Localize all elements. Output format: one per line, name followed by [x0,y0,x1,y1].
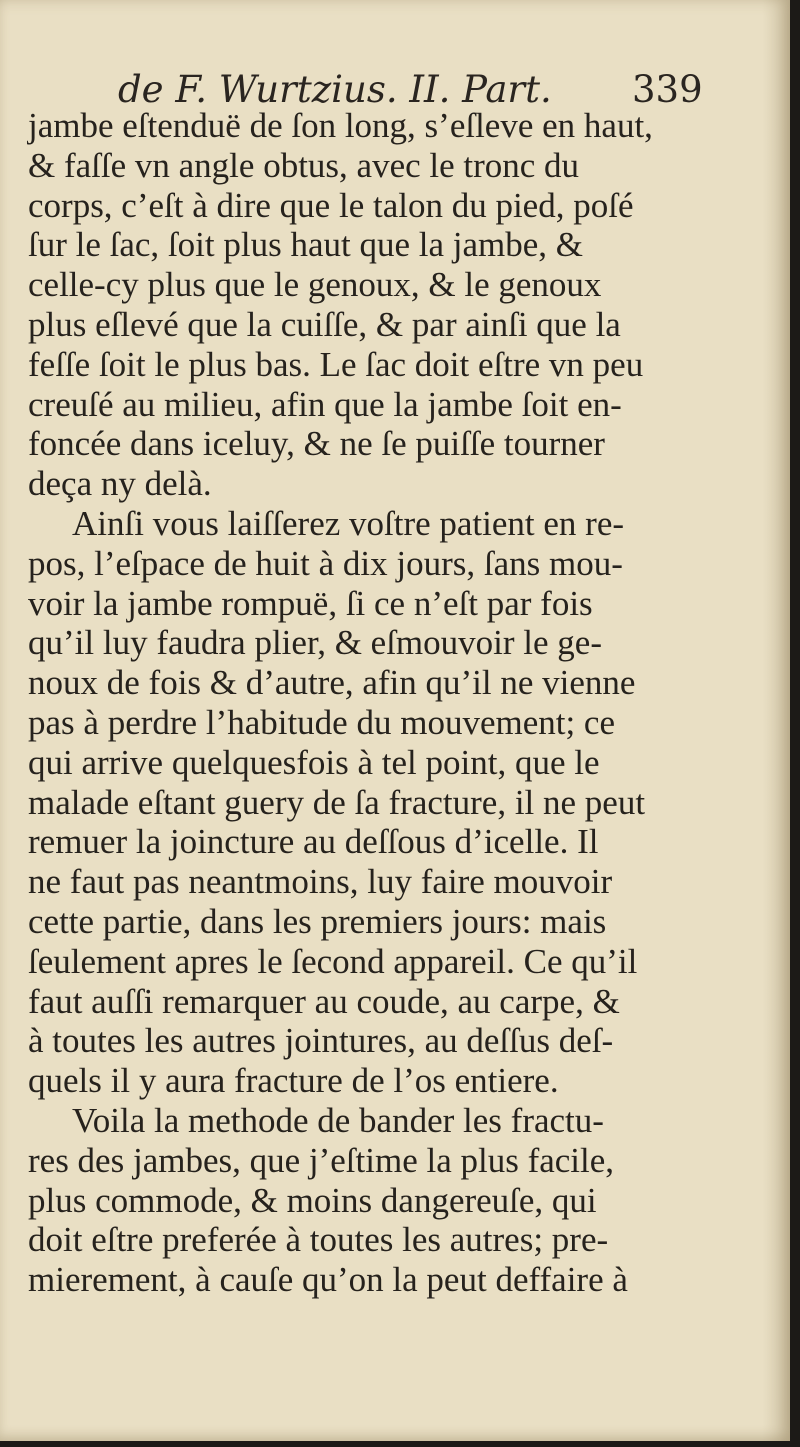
text-line: celle-cy plus que le genoux, & le genoux [28,265,602,305]
text-line: malade eſtant guery de ſa fracture, il ne peut [28,782,646,822]
text-line: mierement, à cauſe qu’on la peut deffaire à [28,1260,628,1300]
text-line: à toutes les autres jointures, au deſſus deſ- [28,1021,614,1061]
text-line: deça ny delà. [28,464,212,504]
text-line: plus eſlevé que la cuiſſe, & par ainſi que la [28,304,621,344]
text-line: qui arrive quelquesfois à tel point, que le [28,742,600,782]
running-title: de F. Wurtzius. II. Part. [118,68,552,111]
text-line: noux de fois & d’autre, afin qu’il ne vienne [28,663,636,703]
text-line: ſur le ſac, ſoit plus haut que la jambe, & [28,225,583,265]
text-line: foncée dans iceluy, & ne ſe puiſſe tourner [28,424,605,464]
text-line: jambe eſtenduë de ſon long, s’eſleve en haut, [28,106,653,145]
text-line: res des jambes, que j’eſtime la plus facile, [28,1140,615,1180]
text-line: remuer la joincture au deſſous d’icelle. Il [28,822,599,862]
page-number: 339 [632,68,703,111]
text-line: ſeulement apres le ſecond appareil. Ce qu’il [28,941,638,981]
text-line: qu’il luy faudra plier, & eſmouvoir le ge- [28,623,602,663]
text-line: Voila la methode de bander les fractu- [72,1100,604,1140]
text-line: creuſé au milieu, afin que la jambe ſoit en- [28,384,622,424]
text-line: & faſſe vn angle obtus, avec le tronc du [28,145,580,185]
text-line: doit eſtre preferée à toutes les autres; pre- [28,1220,609,1260]
text-line: faut auſſi remarquer au coude, au carpe, & [28,981,620,1021]
text-line: ne faut pas neantmoins, luy faire mouvoir [28,862,613,902]
text-line: voir la jambe rompuë, ſi ce n’eſt par fois [28,583,593,623]
text-line: cette partie, dans les premiers jours: mais [28,901,607,941]
text-line: corps, c’eſt à dire que le talon du pied, poſé [28,185,634,225]
text-line: pas à perdre l’habitude du mouvement; ce [28,702,616,742]
text-line: pos, l’eſpace de huit à dix jours, ſans mou- [28,543,623,583]
text-line: quels il y aura fracture de l’os entiere. [28,1061,559,1101]
text-line: feſſe ſoit le plus bas. Le ſac doit eſtre vn peu [28,344,644,384]
body-text [28,106,728,1300]
text-line: plus commode, & moins dangereuſe, qui [28,1180,597,1220]
text-line: Ainſi vous laiſſerez voſtre patient en re- [72,503,625,543]
